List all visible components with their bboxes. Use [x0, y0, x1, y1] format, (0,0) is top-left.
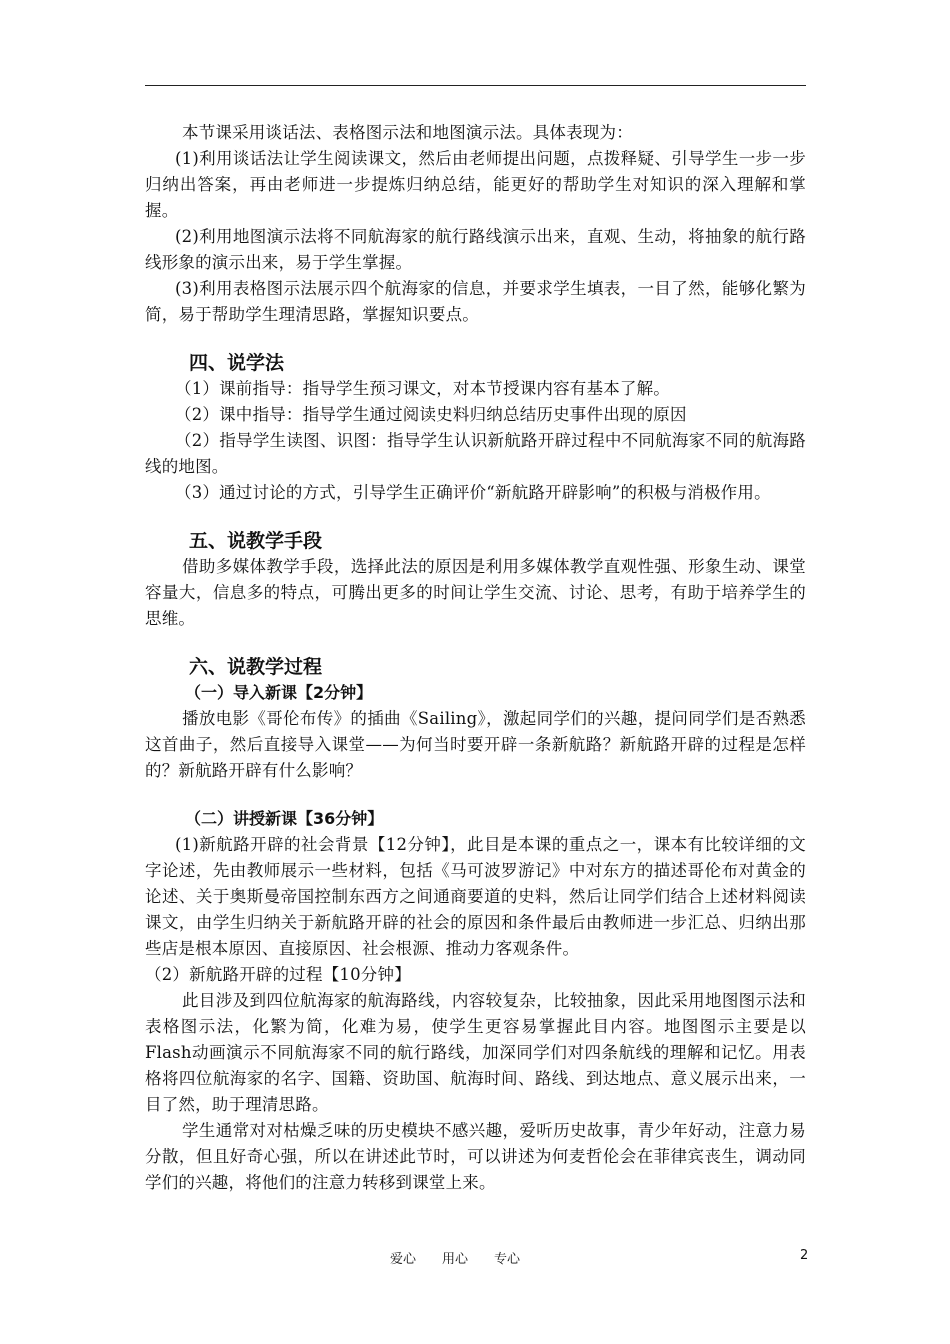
means-heading: 五、说教学手段: [189, 530, 323, 552]
study-item-4: （3）通过讨论的方式，引导学生正确评价“新航路开辟影响”的积极与消极作用。: [175, 483, 771, 502]
study-item-3: （2）指导学生读图、识图：指导学生认识新航路开辟过程中不同航海家不同的航海路线的地图。: [145, 431, 806, 476]
study-item-2: （2）课中指导：指导学生通过阅读史料归纳总结历史事件出现的原因: [175, 405, 687, 424]
background-paragraph: (1)新航路开辟的社会背景【12分钟】，此目是本课的重点之一，课本有比较详细的文字论述，先由教师展示一些材料，包括《马可波罗游记》中对东方的描述哥伦布对黄金的论述、关于奥斯曼帝国控制东西方之间通商要道的史料，然后让同学们结合上述材料阅读课文，由学生归纳关于新航路开辟的社会的原因和条件最后由教师进一步汇总、归纳出那些店是根本原因、直接原因、社会根源、推动力客观条件。: [145, 835, 806, 958]
intro-subheading: （一）导入新课【2分钟】: [185, 683, 373, 702]
teaching-subheading: （二）讲授新课【36分钟】: [185, 809, 384, 828]
study-item-1: （1）课前指导：指导学生预习课文，对本节授课内容有基本了解。: [175, 379, 670, 398]
methods-item-2: (2)利用地图演示法将不同航海家的航行路线演示出来，直观、生动，将抽象的航行路线形象的演示出来，易于学生掌握。: [145, 227, 806, 272]
footer-motto-3: 专心: [494, 1252, 521, 1267]
study-heading: 四、说学法: [189, 352, 285, 374]
methods-item-3: (3)利用表格图示法展示四个航海家的信息，并要求学生填表，一目了然，能够化繁为简，易于帮助学生理清思路，掌握知识要点。: [145, 279, 806, 324]
footer-motto-1: 爱心: [390, 1252, 417, 1267]
methods-item-1: (1)利用谈话法让学生阅读课文，然后由老师提出问题，点拨释疑、引导学生一步一步归纳出答案，再由老师进一步提炼归纳总结，能更好的帮助学生对知识的深入理解和掌握。: [145, 149, 806, 220]
intro-text: 播放电影《哥伦布传》的插曲《Sailing》，激起同学们的兴趣，提问同学们是否熟悉这首曲子，然后直接导入课堂——为何当时要开辟一条新航路？新航路开辟的过程是怎样的？新航路开辟有什么影响？: [145, 709, 806, 780]
means-text: 借助多媒体教学手段，选择此法的原因是利用多媒体教学直观性强、形象生动、课堂容量大，信息多的特点，可腾出更多的时间让学生交流、讨论、思考，有助于培养学生的思维。: [145, 557, 806, 628]
interest-paragraph: 学生通常对对枯燥乏味的历史模块不感兴趣，爱听历史故事，青少年好动，注意力易分散，但且好奇心强，所以在讲述此节时，可以讲述为何麦哲伦会在菲律宾丧生，调动同学们的兴趣，将他们的注意力转移到课堂上来。: [145, 1121, 806, 1192]
footer-motto: [390, 1248, 546, 1267]
footer-motto-2: 用心: [442, 1252, 469, 1267]
process-heading: 六、说教学过程: [189, 656, 323, 678]
header-rule: [145, 85, 806, 86]
page-body: [145, 120, 806, 1196]
process-subtitle: （2）新航路开辟的过程【10分钟】: [145, 965, 411, 984]
methods-intro: 本节课采用谈话法、表格图示法和地图演示法。具体表现为：: [182, 123, 633, 142]
page-number: 2: [800, 1248, 809, 1263]
route-paragraph: 此目涉及到四位航海家的航海路线，内容较复杂，比较抽象，因此采用地图图示法和表格图示法，化繁为简，化难为易，使学生更容易掌握此目内容。地图图示主要是以Flash动画演示不同航海家不同的航行路线，加深同学们对四条航线的理解和记忆。用表格将四位航海家的名字、国籍、资助国、航海时间、路线、到达地点、意义展示出来，一目了然，助于理清思路。: [145, 991, 806, 1114]
